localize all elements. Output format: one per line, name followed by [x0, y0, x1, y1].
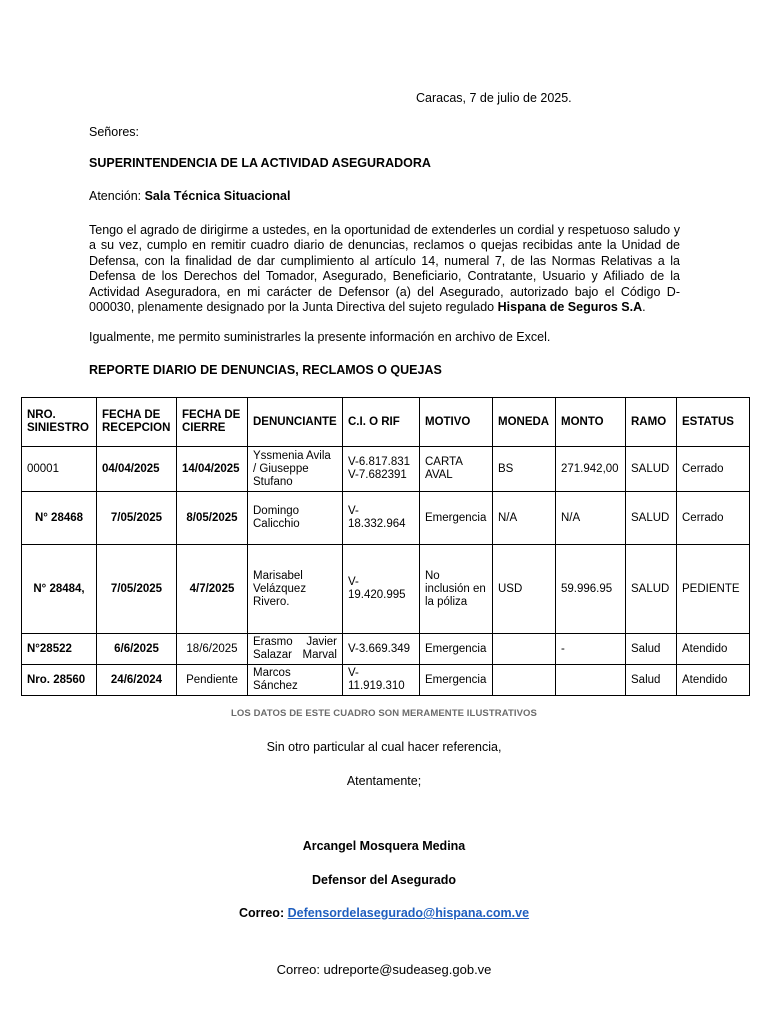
cell-ci: V-18.332.964 — [343, 492, 420, 545]
signer-name: Arcangel Mosquera Medina — [302, 839, 466, 853]
table-row — [22, 447, 750, 492]
cell-cierre: 4/7/2025 — [177, 545, 248, 634]
cell-moneda: USD — [493, 545, 556, 634]
body-end: . — [642, 300, 646, 315]
header-fecha-recepcion: FECHA DE RECEPCION — [97, 398, 177, 447]
cell-monto: 271.942,00 — [556, 447, 626, 492]
cell-nro: Nro. 28560 — [22, 665, 97, 696]
table-row — [22, 545, 750, 634]
cell-nro: N° 28484, — [22, 545, 97, 634]
letter-date: Caracas, 7 de julio de 2025. — [416, 91, 572, 105]
cell-estatus: Cerrado — [677, 492, 750, 545]
cell-cierre: 8/05/2025 — [177, 492, 248, 545]
attention-line — [89, 189, 291, 203]
claims-table — [21, 397, 750, 696]
table-row — [22, 492, 750, 545]
table-row — [22, 665, 750, 696]
cell-estatus: Atendido — [677, 665, 750, 696]
cell-ci: V-19.420.995 — [343, 545, 420, 634]
cell-monto: - — [556, 634, 626, 665]
header-ci-rif: C.I. O RIF — [343, 398, 420, 447]
cell-ci: V-11.919.310 — [343, 665, 420, 696]
cell-ramo: Salud — [626, 634, 677, 665]
cell-motivo: Emergencia — [420, 665, 493, 696]
cell-recepcion: 04/04/2025 — [97, 447, 177, 492]
cell-moneda: BS — [493, 447, 556, 492]
cell-denunciante: Domingo Calicchio — [248, 492, 343, 545]
greeting: Señores: — [89, 125, 140, 139]
cell-recepcion: 6/6/2025 — [97, 634, 177, 665]
cell-ramo: SALUD — [626, 492, 677, 545]
header-moneda: MONEDA — [493, 398, 556, 447]
cell-estatus: PEDIENTE — [677, 545, 750, 634]
body-text: Tengo el agrado de dirigirme a ustedes, en la oportunidad de extenderles un cordial y respetuoso saludo y a su vez, cumplo en remitir cuadro diario de denuncias, reclamos o quejas recibidas ante la Unidad de Defensa, con la finalidad de dar cumplimiento al artículo 14, numeral 7, de las Normas Relativas a la Defensa de los Derechos del Tomador, Asegurado, Beneficiario, Contratante, Usuario y Afiliado de la Actividad Aseguradora, en mi carácter de Defensor (a) del Asegurado, autorizado bajo el Código D-000030, plenamente designado por la Junta Directiva del sujeto regulado — [89, 223, 680, 315]
signer-role: Defensor del Asegurado — [311, 873, 456, 887]
cell-motivo: CARTA AVAL — [420, 447, 493, 492]
cell-denunciante: Erasmo Javier Salazar Marval — [248, 634, 343, 665]
recipient: SUPERINTENDENCIA DE LA ACTIVIDAD ASEGURADORA — [89, 156, 431, 170]
closing-line: Sin otro particular al cual hacer referencia, — [266, 740, 502, 754]
cell-moneda — [493, 634, 556, 665]
header-fecha-cierre: FECHA DE CIERRE — [177, 398, 248, 447]
header-estatus: ESTATUS — [677, 398, 750, 447]
table-row — [22, 634, 750, 665]
cell-denunciante: Yssmenia Avila / Giuseppe Stufano — [248, 447, 343, 492]
cell-monto: 59.996.95 — [556, 545, 626, 634]
regards: Atentamente; — [346, 774, 422, 788]
attention-value: Sala Técnica Situacional — [144, 189, 291, 203]
body-paragraph — [89, 223, 680, 315]
email-label: Correo: — [238, 906, 288, 920]
report-title: REPORTE DIARIO DE DENUNCIAS, RECLAMOS O QUEJAS — [89, 363, 442, 377]
cell-motivo: Emergencia — [420, 492, 493, 545]
email-link[interactable]: Defensordelasegurado@hispana.com.ve — [287, 906, 530, 920]
email-line — [0, 906, 768, 920]
cell-monto — [556, 665, 626, 696]
company-name: Hispana de Seguros S.A — [497, 300, 643, 315]
cell-recepcion: 24/6/2024 — [97, 665, 177, 696]
header-ramo: RAMO — [626, 398, 677, 447]
cell-denunciante: Marcos Sánchez — [248, 665, 343, 696]
cell-ramo: SALUD — [626, 447, 677, 492]
cell-recepcion: 7/05/2025 — [97, 492, 177, 545]
cell-ci: V-6.817.831 V-7.682391 — [343, 447, 420, 492]
header-nro-siniestro: NRO. SINIESTRO — [22, 398, 97, 447]
cell-moneda: N/A — [493, 492, 556, 545]
cell-motivo: No inclusión en la póliza — [420, 545, 493, 634]
excel-note: Igualmente, me permito suministrarles la presente información en archivo de Excel. — [89, 330, 551, 344]
header-monto: MONTO — [556, 398, 626, 447]
cell-ramo: SALUD — [626, 545, 677, 634]
header-denunciante: DENUNCIANTE — [248, 398, 343, 447]
cell-motivo: Emergencia — [420, 634, 493, 665]
cell-nro: 00001 — [22, 447, 97, 492]
cell-nro: N° 28468 — [22, 492, 97, 545]
cell-estatus: Atendido — [677, 634, 750, 665]
cell-ci: V-3.669.349 — [343, 634, 420, 665]
attention-label: Atención: — [89, 189, 145, 203]
cell-denunciante: Marisabel Velázquez Rivero. — [248, 545, 343, 634]
disclaimer: LOS DATOS DE ESTE CUADRO SON MERAMENTE ILUSTRATIVOS — [231, 708, 537, 719]
cell-cierre: 18/6/2025 — [177, 634, 248, 665]
header-motivo: MOTIVO — [420, 398, 493, 447]
cell-cierre: 14/04/2025 — [177, 447, 248, 492]
cell-cierre: Pendiente — [177, 665, 248, 696]
secondary-email: Correo: udreporte@sudeaseg.gob.ve — [276, 962, 492, 977]
cell-recepcion: 7/05/2025 — [97, 545, 177, 634]
cell-estatus: Cerrado — [677, 447, 750, 492]
cell-nro: N°28522 — [22, 634, 97, 665]
cell-moneda — [493, 665, 556, 696]
cell-monto: N/A — [556, 492, 626, 545]
cell-ramo: Salud — [626, 665, 677, 696]
table-header-row — [22, 398, 750, 447]
